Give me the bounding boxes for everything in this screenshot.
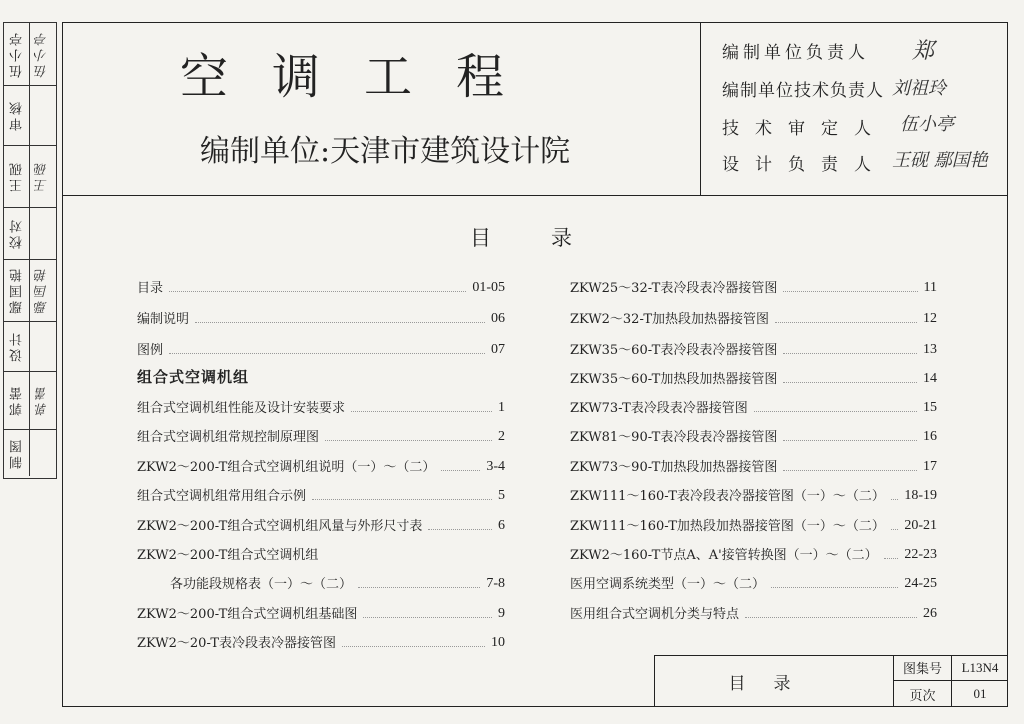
toc-entry[interactable] xyxy=(137,425,505,445)
toc-entry[interactable] xyxy=(570,602,937,622)
responsible-role: 编制单位负责人 xyxy=(722,43,869,63)
leader-dots xyxy=(441,469,480,471)
toc-entry-title: ZKW73～90-T加热段加热器接管图 xyxy=(570,460,778,475)
signoff-cell xyxy=(4,207,56,260)
leader-dots xyxy=(351,410,492,412)
toc-entry-title: 各功能段规格表（一）～（二） xyxy=(170,577,353,592)
toc-entry[interactable] xyxy=(570,276,937,296)
toc-entry-page: 26 xyxy=(923,606,937,621)
page-title: 空调工程 xyxy=(180,49,549,105)
signature: 王砚 xyxy=(35,160,50,192)
leader-dots xyxy=(342,645,485,647)
toc-entry[interactable] xyxy=(137,307,505,327)
toc-entry-title: ZKW2～200-T组合式空调机组 xyxy=(137,548,319,563)
leader-dots xyxy=(771,586,898,588)
toc-entry-page: 06 xyxy=(491,311,505,326)
signoff-label: 郭蕾 xyxy=(6,371,30,429)
toc-entry-page: 15 xyxy=(923,400,937,415)
signoff-label: 王砚 xyxy=(6,145,30,207)
responsible-role: 编制单位技术负责人 xyxy=(722,81,884,101)
signature: 鄢国艳 xyxy=(35,266,50,314)
toc-entry-title: 医用组合式空调机分类与特点 xyxy=(570,607,740,622)
leader-dots xyxy=(312,498,492,500)
toc-entry-page: 07 xyxy=(491,342,505,357)
toc-entry[interactable] xyxy=(137,543,505,563)
leader-dots xyxy=(169,290,466,292)
toc-entry[interactable] xyxy=(570,455,937,475)
toc-entry-page: 5 xyxy=(498,488,505,503)
signoff-label: 制图 xyxy=(6,429,30,476)
signoff-label: 审核 xyxy=(6,85,30,145)
toc-entry[interactable] xyxy=(137,276,505,296)
signature xyxy=(30,429,55,476)
signature: 郑 xyxy=(912,39,935,64)
toc-entry-title: ZKW2～160-T节点A、A'接管转换图（一）～（二） xyxy=(570,548,878,563)
toc-entry-title: ZKW111～160-T表冷段表冷器接管图（一）～（二） xyxy=(570,489,885,504)
toc-entry-title: ZKW35～60-T表冷段表冷器接管图 xyxy=(570,343,778,358)
signoff-label: 伍小亭 xyxy=(6,23,30,85)
leader-dots xyxy=(783,381,917,383)
toc-entry-page: 22-23 xyxy=(904,547,937,562)
leader-dots xyxy=(745,616,917,618)
toc-entry-title: ZKW2～200-T组合式空调机组说明（一）～（二） xyxy=(137,460,436,475)
page-number-label: 页次 xyxy=(894,681,952,707)
toc-entry[interactable] xyxy=(137,602,505,622)
signature: 伍小亭 xyxy=(900,114,954,135)
toc-entry[interactable] xyxy=(570,543,937,563)
leader-dots xyxy=(891,498,898,500)
toc-entry-page: 17 xyxy=(923,459,937,474)
toc-entry-page: 1 xyxy=(498,400,505,415)
toc-entry-page: 6 xyxy=(498,518,505,533)
signature: 郭蕾 xyxy=(35,384,50,416)
toc-entry[interactable] xyxy=(137,484,505,504)
leader-dots xyxy=(783,469,917,471)
toc-entry-title: 图例 xyxy=(137,343,164,358)
toc-entry[interactable] xyxy=(137,338,505,358)
toc-entry-title: ZKW73-T表冷段表冷器接管图 xyxy=(570,401,748,416)
atlas-number-value: L13N4 xyxy=(952,655,1008,681)
header-divider xyxy=(700,22,701,196)
toc-heading: 目录 xyxy=(470,226,632,250)
toc-entry-page: 18-19 xyxy=(904,488,937,503)
toc-entry-page: 7-8 xyxy=(486,576,505,591)
toc-entry[interactable] xyxy=(570,572,937,592)
leader-dots xyxy=(325,439,492,441)
signoff-cell xyxy=(4,371,56,430)
toc-entry[interactable] xyxy=(137,514,505,534)
toc-entry-title: ZKW35～60-T加热段加热器接管图 xyxy=(570,372,778,387)
leader-dots xyxy=(358,586,480,588)
toc-entry-title: 组合式空调机组常规控制原理图 xyxy=(137,430,320,445)
toc-entry-page: 9 xyxy=(498,606,505,621)
toc-entry-page: 16 xyxy=(923,429,937,444)
compiling-organization: 编制单位:天津市建筑设计院 xyxy=(200,134,571,169)
toc-entry-page: 14 xyxy=(923,371,937,386)
leader-dots xyxy=(428,528,492,530)
leader-dots xyxy=(363,616,492,618)
toc-entry-page: 12 xyxy=(923,311,937,326)
signoff-label: 设计 xyxy=(6,321,30,371)
toc-entry[interactable] xyxy=(137,455,505,475)
toc-entry[interactable] xyxy=(570,307,937,327)
toc-entry[interactable] xyxy=(170,572,505,592)
signature: 王砚 鄢国艳 xyxy=(892,150,988,171)
signoff-cell xyxy=(4,145,56,208)
responsible-role: 技术审定人 xyxy=(722,119,887,139)
atlas-number-label: 图集号 xyxy=(894,655,952,681)
toc-entry[interactable] xyxy=(137,396,505,416)
toc-entry-page: 2 xyxy=(498,429,505,444)
toc-entry-title: 医用空调系统类型（一）～（二） xyxy=(570,577,766,592)
signoff-cell xyxy=(4,23,56,86)
leader-dots xyxy=(775,321,917,323)
toc-entry-title: ZKW2～200-T组合式空调机组风量与外形尺寸表 xyxy=(137,519,423,534)
toc-entry-title: ZKW81～90-T表冷段表冷器接管图 xyxy=(570,430,778,445)
toc-entry[interactable] xyxy=(570,367,937,387)
toc-entry-page: 11 xyxy=(923,280,937,295)
signature: 刘祖玲 xyxy=(892,78,946,99)
toc-entry[interactable] xyxy=(570,484,937,504)
toc-entry-title: 目录 xyxy=(137,281,164,296)
toc-section-heading: 组合式空调机组 xyxy=(137,368,250,386)
leader-dots xyxy=(783,290,917,292)
leader-dots xyxy=(783,439,917,441)
signoff-cell xyxy=(4,259,56,322)
title-block-title: 目录 xyxy=(654,655,894,707)
signature: 伍小亭 xyxy=(35,30,50,78)
signoff-cell xyxy=(4,321,56,372)
toc-entry-title: ZKW2～200-T组合式空调机组基础图 xyxy=(137,607,358,622)
toc-entry[interactable] xyxy=(570,338,937,358)
toc-entry[interactable] xyxy=(137,631,505,651)
signature xyxy=(30,207,55,259)
toc-entry-title: 组合式空调机组性能及设计安装要求 xyxy=(137,401,346,416)
toc-entry-page: 10 xyxy=(491,635,505,650)
toc-entry[interactable] xyxy=(570,396,937,416)
signoff-strip xyxy=(3,22,57,479)
signoff-label: 校对 xyxy=(6,207,30,259)
toc-entry-page: 01-05 xyxy=(472,280,505,295)
toc-entry[interactable] xyxy=(570,514,937,534)
leader-dots xyxy=(884,557,899,559)
signoff-cell xyxy=(4,85,56,146)
signature xyxy=(30,321,55,371)
toc-entry-page: 3-4 xyxy=(486,459,505,474)
leader-dots xyxy=(783,352,917,354)
signature xyxy=(30,85,55,145)
toc-entry-title: 编制说明 xyxy=(137,312,190,327)
leader-dots xyxy=(754,410,917,412)
signoff-label: 鄢国艳 xyxy=(6,259,30,321)
toc-entry-title: ZKW2～32-T加热段加热器接管图 xyxy=(570,312,770,327)
toc-entry-page: 13 xyxy=(923,342,937,357)
leader-dots xyxy=(195,321,485,323)
leader-dots xyxy=(891,528,898,530)
toc-entry[interactable] xyxy=(570,425,937,445)
toc-entry-title: 组合式空调机组常用组合示例 xyxy=(137,489,307,504)
toc-entry-page: 20-21 xyxy=(904,518,937,533)
toc-entry-title: ZKW2～20-T表冷段表冷器接管图 xyxy=(137,636,337,651)
toc-entry-title: ZKW111～160-T加热段加热器接管图（一）～（二） xyxy=(570,519,885,534)
responsible-role: 设计负责人 xyxy=(722,155,887,175)
leader-dots xyxy=(169,352,485,354)
toc-entry-page: 24-25 xyxy=(904,576,937,591)
signoff-cell xyxy=(4,429,56,476)
toc-entry-title: ZKW25～32-T表冷段表冷器接管图 xyxy=(570,281,778,296)
page-number-value: 01 xyxy=(973,686,987,701)
